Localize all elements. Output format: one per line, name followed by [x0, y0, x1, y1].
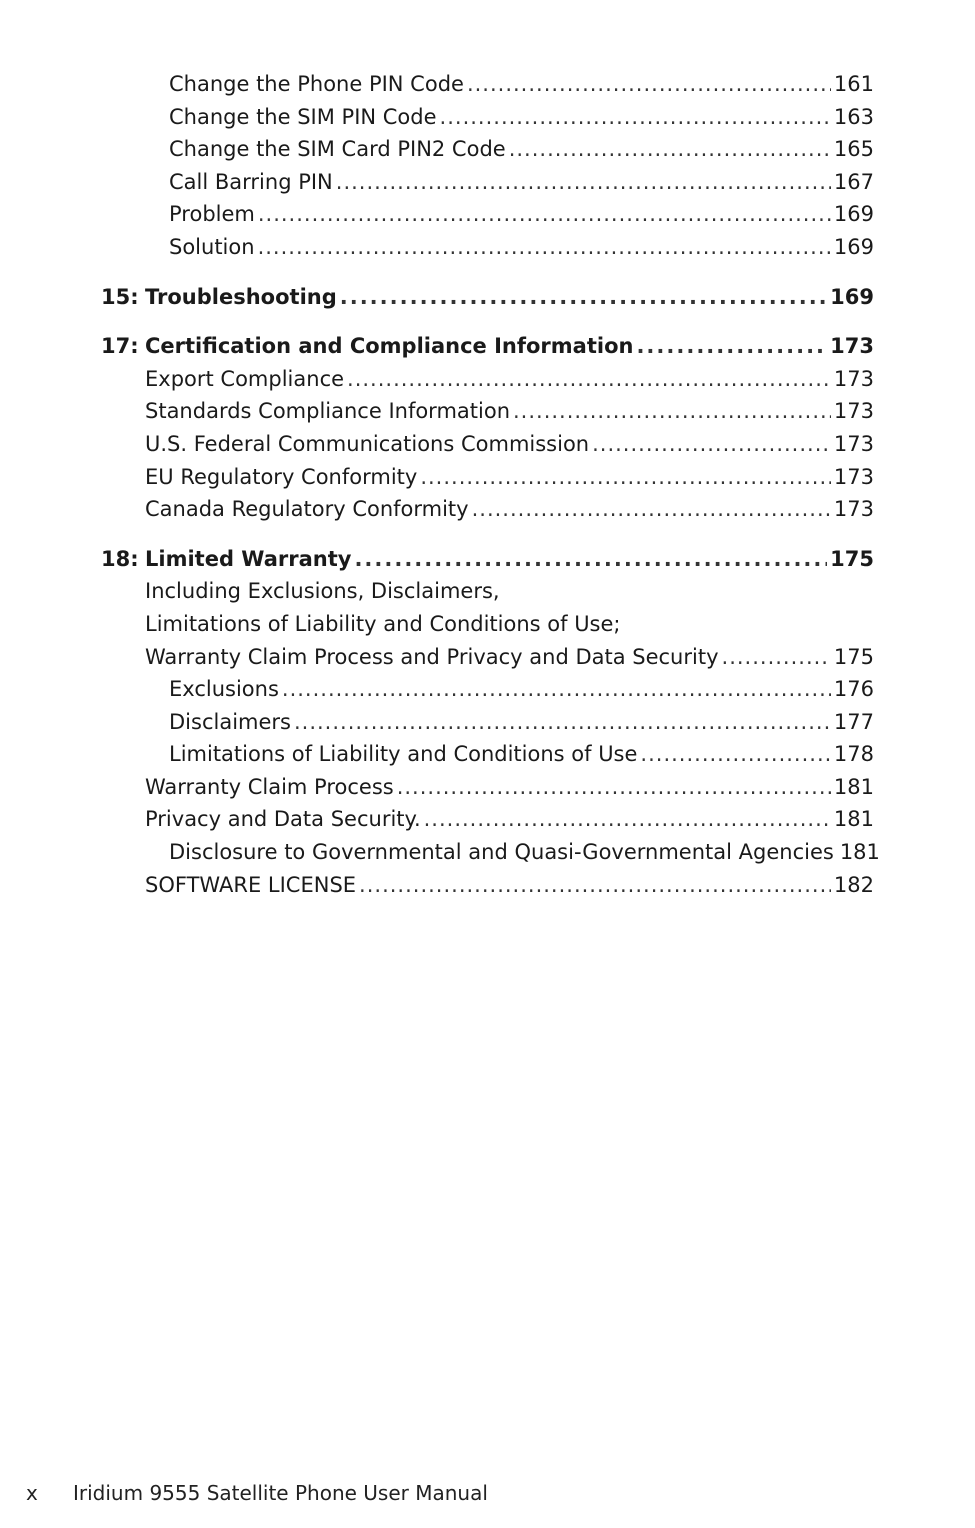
toc-entry[interactable] — [169, 706, 874, 739]
toc-chapter-certification[interactable] — [101, 330, 874, 363]
toc-entry-page: 175 — [833, 644, 874, 669]
toc-entry-page: 167 — [833, 169, 874, 194]
toc-entry-title: Warranty Claim Process — [145, 774, 394, 799]
toc-entry-page: 165 — [833, 137, 874, 162]
dot-leader — [420, 461, 831, 494]
chapter-number: 18: — [101, 546, 139, 571]
toc-entry-title: EU Regulatory Conformity — [145, 464, 418, 489]
toc-entry[interactable] — [169, 738, 874, 771]
chapter-title: Certification and Compliance Information — [145, 334, 634, 359]
dot-leader — [722, 641, 831, 674]
toc-chapter-limited-warranty[interactable] — [101, 543, 874, 576]
dot-leader — [282, 673, 831, 706]
toc-entry-title: Export Compliance — [145, 366, 345, 391]
toc-entry-title: Change the Phone PIN Code — [169, 72, 464, 96]
toc-entry-page: 181 — [833, 807, 874, 832]
toc-entry-page: 173 — [833, 399, 874, 424]
toc-entry-page: 181 — [833, 774, 874, 799]
toc-entry-page: 181 — [839, 840, 880, 865]
toc-entry-title: Warranty Claim Process and Privacy and Data Security — [145, 644, 719, 669]
toc-entry[interactable] — [145, 641, 874, 674]
toc-entry[interactable] — [169, 166, 874, 199]
dot-leader — [592, 428, 831, 461]
toc-entry[interactable] — [169, 231, 874, 264]
toc-entry[interactable] — [169, 101, 874, 134]
toc-entry-title: Change the SIM Card PIN2 Code — [169, 137, 506, 162]
dot-leader — [258, 231, 831, 264]
toc-entry-page: 176 — [833, 677, 874, 702]
toc-entry-title: U.S. Federal Communications Commission — [145, 431, 590, 456]
toc-entry[interactable] — [169, 836, 880, 869]
toc-entry-page: 169 — [833, 202, 874, 227]
manual-title: Iridium 9555 Satellite Phone User Manual — [73, 1481, 488, 1505]
chapter-page: 175 — [830, 546, 874, 571]
chapter-number: 17: — [101, 334, 139, 359]
toc-entry[interactable] — [145, 771, 874, 804]
dot-leader — [397, 771, 831, 804]
toc-entry-page: 173 — [833, 431, 874, 456]
toc-entry-page: 173 — [833, 464, 874, 489]
toc-entry-title: Privacy and Data Security. — [145, 807, 421, 832]
toc-entry[interactable] — [169, 198, 874, 231]
page-folio: x — [26, 1481, 38, 1505]
dot-leader — [513, 395, 831, 428]
toc-entry-page: 173 — [833, 497, 874, 522]
toc-entry-title: Call Barring PIN — [169, 169, 333, 194]
dot-leader — [467, 68, 831, 101]
toc-entry-title: Disclaimers — [169, 709, 291, 734]
toc-entry[interactable] — [145, 428, 874, 461]
page-footer — [26, 1481, 488, 1505]
toc-entry[interactable] — [169, 68, 874, 101]
dot-leader — [354, 543, 827, 576]
dot-leader — [472, 493, 831, 526]
table-of-contents — [0, 68, 975, 901]
toc-entry[interactable] — [145, 363, 874, 396]
chapter-page: 173 — [830, 334, 874, 359]
dot-leader — [440, 101, 831, 134]
toc-entry-page: 163 — [833, 104, 874, 129]
dot-leader — [258, 198, 831, 231]
toc-entry-page: 182 — [833, 872, 874, 897]
chapter-page: 169 — [830, 284, 874, 309]
toc-intro-line — [145, 575, 874, 608]
toc-entry-page: 173 — [833, 366, 874, 391]
chapter-title: Troubleshooting — [145, 284, 337, 309]
toc-entry-title: Standards Compliance Information — [145, 399, 510, 424]
toc-entry[interactable] — [169, 133, 874, 166]
chapter-number: 15: — [101, 284, 139, 309]
toc-entry[interactable] — [145, 493, 874, 526]
toc-entry[interactable] — [145, 803, 874, 836]
toc-intro-line — [145, 608, 874, 641]
dot-leader — [509, 133, 831, 166]
toc-entry-title: Canada Regulatory Conformity — [145, 497, 469, 522]
toc-entry-page: 169 — [833, 234, 874, 259]
toc-entry-title: Solution — [169, 234, 255, 259]
toc-entry-title: Problem — [169, 202, 255, 227]
toc-entry-page: 161 — [833, 72, 874, 96]
toc-intro-text: Limitations of Liability and Conditions of Use; — [145, 611, 621, 636]
toc-entry-page: 177 — [833, 709, 874, 734]
toc-entry-title: Change the SIM PIN Code — [169, 104, 437, 129]
dot-leader — [424, 803, 831, 836]
toc-intro-text: Including Exclusions, Disclaimers, — [145, 579, 500, 604]
toc-entry[interactable] — [145, 869, 874, 902]
toc-entry-title: Disclosure to Governmental and Quasi-Governmental Agencies — [169, 840, 834, 865]
toc-chapter-troubleshooting[interactable] — [101, 281, 874, 314]
dot-leader — [336, 166, 831, 199]
toc-entry-title: Exclusions — [169, 677, 279, 702]
dot-leader — [340, 281, 827, 314]
dot-leader — [359, 869, 831, 902]
toc-entry-title: SOFTWARE LICENSE — [145, 872, 357, 897]
chapter-title: Limited Warranty — [145, 546, 352, 571]
dot-leader — [294, 706, 831, 739]
toc-entry[interactable] — [169, 673, 874, 706]
toc-entry[interactable] — [145, 461, 874, 494]
dot-leader — [640, 738, 830, 771]
toc-entry-title: Limitations of Liability and Conditions of Use — [169, 742, 638, 767]
toc-entry[interactable] — [145, 395, 874, 428]
dot-leader — [347, 363, 831, 396]
toc-entry-page: 178 — [833, 742, 874, 767]
dot-leader — [636, 330, 827, 363]
